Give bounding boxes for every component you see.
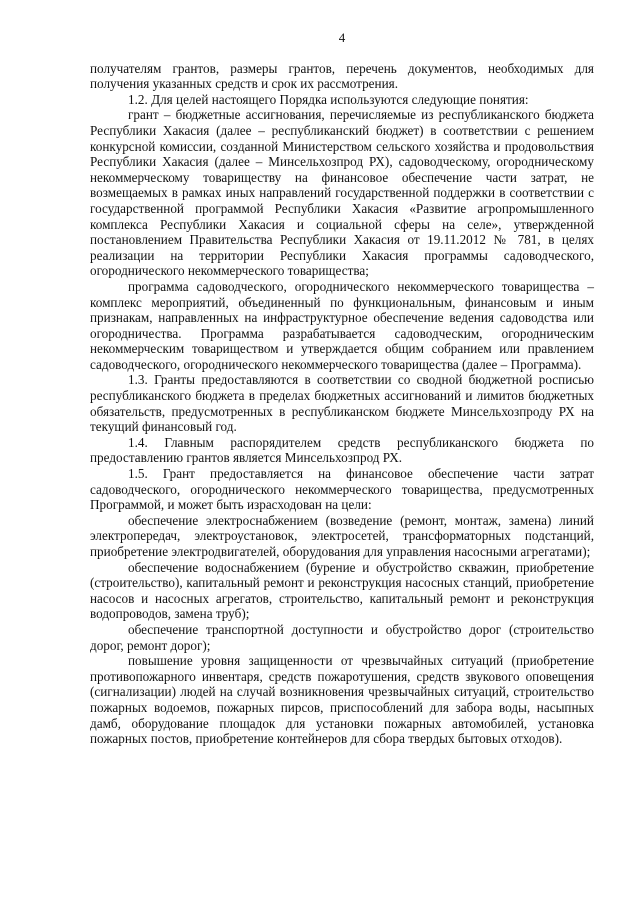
paragraph: обеспечение транспортной доступности и обустройство дорог (строительство дорог, ремонт дорог); xyxy=(90,621,594,653)
paragraph: обеспечение водоснабжением (бурение и обустройство скважин, приобретение (строительство), капитальный ремонт и реконструкция насосных станций, приобретение насосов и насосных агрегатов, строительство, капитальный ремонт и реконструкция водопроводов, замена труб); xyxy=(90,559,594,622)
paragraph: повышение уровня защищенности от чрезвычайных ситуаций (приобретение противопожарного инвентаря, средств пожаротушения, средств звукового оповещения (сигнализации) людей на случай возникновения чрезвычайных ситуаций, строительство пожарных водоемов, пожарных пирсов, приспособлений для забора воды, насыпных дамб, оборудование площадок для установки пожарных автомобилей, установка пожарных постов, приобретение контейнеров для сбора твердых бытовых отходов). xyxy=(90,653,594,747)
paragraph: обеспечение электроснабжением (возведение (ремонт, монтаж, замена) линий электропередач, электроустановок, электросетей, трансформаторных подстанций, приобретение электродвигателей, оборудования для управления насосными агрегатами); xyxy=(90,512,594,559)
paragraph: 1.2. Для целей настоящего Порядка используются следующие понятия: xyxy=(128,91,529,107)
paragraph: получателям грантов, размеры грантов, перечень документов, необходимых для получения указанных средств и срок их рассмотрения. xyxy=(90,60,594,92)
document-body xyxy=(90,61,594,747)
paragraph: 1.3. Гранты предоставляются в соответствии со сводной бюджетной росписью республиканского бюджета в пределах бюджетных ассигнований и лимитов бюджетных обязательств, предусмотренных в республиканском бюджете Минсельхозпроду РХ на текущий финансовый год. xyxy=(90,372,594,435)
paragraph: грант – бюджетные ассигнования, перечисляемые из республиканского бюджета Республики Хакасия (далее – республиканский бюджет) в соответствии с решением конкурсной комиссии, созданной Министерством сельского хозяйства и продовольствия Республики Хакасия (далее – Минсельхозпрод РХ), садоводческому, огородническому некоммерческому товариществу на финансовое обеспечение части затрат, не возмещаемых в рамках иных направлений государственной поддержки в соответствии с государственной программой Республики Хакасия «Развитие агропромышленного комплекса Республики Хакасия и социальной сферы на селе», утвержденной постановлением Правительства Республики Хакасия от 19.11.2012 № 781, в целях реализации на территории Республики Хакасия программы садоводческого, огороднического некоммерческого товарищества; xyxy=(90,107,594,279)
paragraph: 1.4. Главным распорядителем средств республиканского бюджета по предоставлению грантов является Минсельхозпрод РХ. xyxy=(90,434,594,466)
paragraph: программа садоводческого, огороднического некоммерческого товарищества – комплекс мероприятий, объединенный по функциональным, финансовым и иным признакам, направленных на инфраструктурное обеспечение ведения садоводства или огородничества. Программа разрабатывается садоводческим, огородническим некоммерческим товариществом и утверждается общим собранием или правлением садоводческого, огороднического некоммерческого товарищества (далее – Программа). xyxy=(90,278,594,372)
paragraph: 1.5. Грант предоставляется на финансовое обеспечение части затрат садоводческого, огороднического некоммерческого товарищества, предусмотренных Программой, и может быть израсходован на цели: xyxy=(90,466,594,513)
document-page xyxy=(90,30,594,747)
page-number: 4 xyxy=(338,30,346,45)
